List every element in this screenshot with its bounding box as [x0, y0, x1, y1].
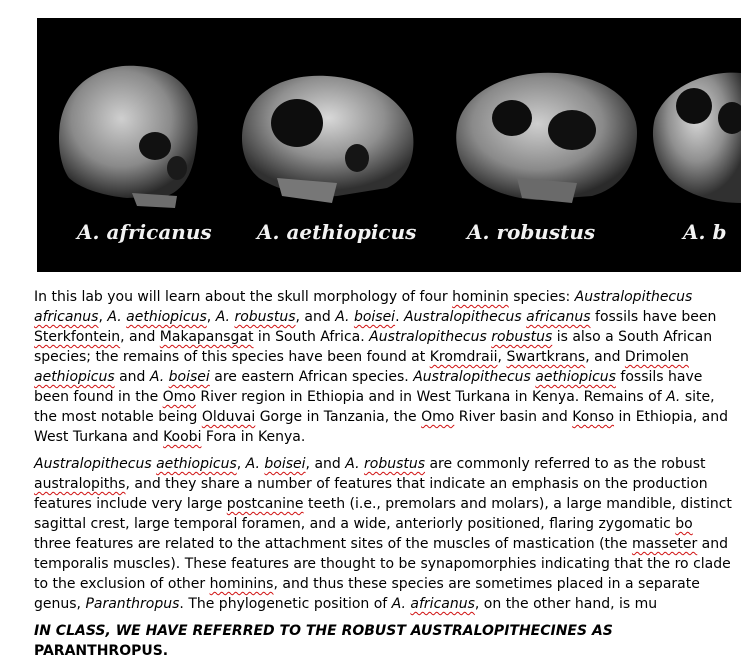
spellcheck-flagged-word: robustus	[364, 456, 426, 472]
text-run: . The phylogenetic position of	[179, 596, 392, 612]
skull-aethiopicus-image	[242, 76, 413, 203]
text-run: in Ethiopia, and West Turkana and	[34, 409, 728, 445]
spellcheck-flagged-word: robustus	[491, 329, 553, 345]
skull-robustus-image	[456, 73, 637, 203]
text-run: In this lab you will learn about the skull morphology of four	[34, 289, 453, 305]
caption-aethiopicus: A. aethiopicus	[257, 220, 417, 244]
text-run: A.	[345, 456, 364, 472]
text-run: and	[114, 369, 150, 385]
caption-robustus: A. robustus	[467, 220, 596, 244]
spellcheck-flagged-word: Koobi	[163, 429, 202, 445]
spellcheck-flagged-word: Sterkfontein	[34, 329, 121, 345]
text-run: , and	[295, 309, 336, 325]
text-run: and temporalis muscles). These features are thought to be synapomorphies indicating that the ro clade to the exclusion of other	[34, 536, 731, 592]
spellcheck-flagged-word: Swartkrans	[506, 349, 586, 365]
text-run: species:	[508, 289, 575, 305]
spellcheck-flagged-word: bo	[675, 516, 693, 532]
spellcheck-flagged-word: aethiopicus	[535, 369, 616, 385]
robust-paragraph	[34, 454, 734, 614]
text-run: Paranthropus	[85, 596, 180, 612]
class-note-end: PARANTHROPUS.	[34, 643, 169, 659]
text-run: A.	[149, 369, 169, 385]
spellcheck-flagged-word: africanus	[34, 309, 99, 325]
text-run: fossils have been found in the	[34, 369, 703, 405]
text-run: ,	[206, 309, 216, 325]
spellcheck-flagged-word: Omo	[421, 409, 455, 425]
skull-figure	[37, 18, 741, 272]
spellcheck-flagged-word: masseter	[631, 536, 698, 552]
spellcheck-flagged-word: hominin	[452, 289, 509, 305]
text-run: , and	[585, 349, 625, 365]
class-note-italic: IN CLASS, WE HAVE REFERRED TO THE ROBUST AUSTRALOPITHECINES AS	[34, 623, 613, 639]
text-run: in South Africa.	[253, 329, 370, 345]
text-run: River basin and	[454, 409, 573, 425]
spellcheck-flagged-word: aethiopicus	[34, 369, 115, 385]
text-run: ,	[497, 349, 507, 365]
spellcheck-flagged-word: australopiths	[34, 476, 126, 492]
text-run: Australopithecus	[403, 309, 527, 325]
text-run: A.	[391, 596, 411, 612]
text-run: A.	[666, 389, 681, 405]
text-run: ,	[98, 309, 108, 325]
spellcheck-flagged-word: boisei	[353, 309, 396, 325]
spellcheck-flagged-word: robustus	[234, 309, 296, 325]
text-run: is also a South African species; the remains of this species have been found at	[34, 329, 713, 365]
spellcheck-flagged-word: hominins	[209, 576, 274, 592]
skull-boisei-image	[653, 73, 741, 203]
text-run: Australopithecus	[574, 289, 693, 305]
text-run: , on the other hand, is mu	[474, 596, 658, 612]
spellcheck-flagged-word: Drimolen	[624, 349, 689, 365]
text-run: site, the most notable being	[34, 389, 715, 425]
spellcheck-flagged-word: boisei	[264, 456, 306, 472]
text-run: ,	[236, 456, 246, 472]
text-run: teeth (i.e., premolars and molars), a large mandible, distinct sagittal crest, large temporal foramen, and a wide, anteriorly positioned, flaring zygomatic	[34, 496, 732, 532]
text-run: Gorge in Tanzania, the	[255, 409, 422, 425]
spellcheck-flagged-word: africanus	[526, 309, 591, 325]
spellcheck-flagged-word: postcanine	[226, 496, 304, 512]
text-run: A.	[335, 309, 354, 325]
text-run: , and	[120, 329, 160, 345]
text-run: are eastern African species.	[209, 369, 414, 385]
text-run: A.	[215, 309, 235, 325]
spellcheck-flagged-word: boisei	[168, 369, 210, 385]
text-run: A.	[245, 456, 265, 472]
text-run: three features are related to the attachment sites of the muscles of mastication (the	[34, 536, 632, 552]
caption-africanus: A. africanus	[77, 220, 212, 244]
text-run: Australopithecus	[413, 369, 536, 385]
text-run: A.	[107, 309, 127, 325]
spellcheck-flagged-word: Makapansgat	[159, 329, 254, 345]
class-note	[34, 621, 734, 661]
lab-text	[34, 287, 734, 668]
spellcheck-flagged-word: Olduvai	[201, 409, 256, 425]
caption-boisei: A. b	[683, 220, 727, 244]
spellcheck-flagged-word: Omo	[162, 389, 196, 405]
text-run: , and they share a number of features that indicate an emphasis on the production features include very large	[34, 476, 708, 512]
intro-paragraph	[34, 287, 734, 447]
spellcheck-flagged-word: Kromdraii	[429, 349, 498, 365]
spellcheck-flagged-word: africanus	[410, 596, 475, 612]
skull-africanus-image	[59, 66, 198, 208]
text-run: Fora in Kenya.	[201, 429, 306, 445]
text-run: , and	[305, 456, 346, 472]
spellcheck-flagged-word: aethiopicus	[126, 309, 207, 325]
spellcheck-flagged-word: aethiopicus	[156, 456, 237, 472]
text-run: fossils have been	[590, 309, 717, 325]
text-run: River region in Ethiopia and in West Turkana in Kenya. Remains of	[195, 389, 667, 405]
text-run: , and thus these species are sometimes placed in a separate genus,	[34, 576, 700, 612]
text-run: are commonly referred to as the robust	[425, 456, 706, 472]
text-run: Australopithecus	[369, 329, 492, 345]
text-run: .	[395, 309, 404, 325]
text-run: Australopithecus	[34, 456, 157, 472]
spellcheck-flagged-word: Konso	[572, 409, 615, 425]
